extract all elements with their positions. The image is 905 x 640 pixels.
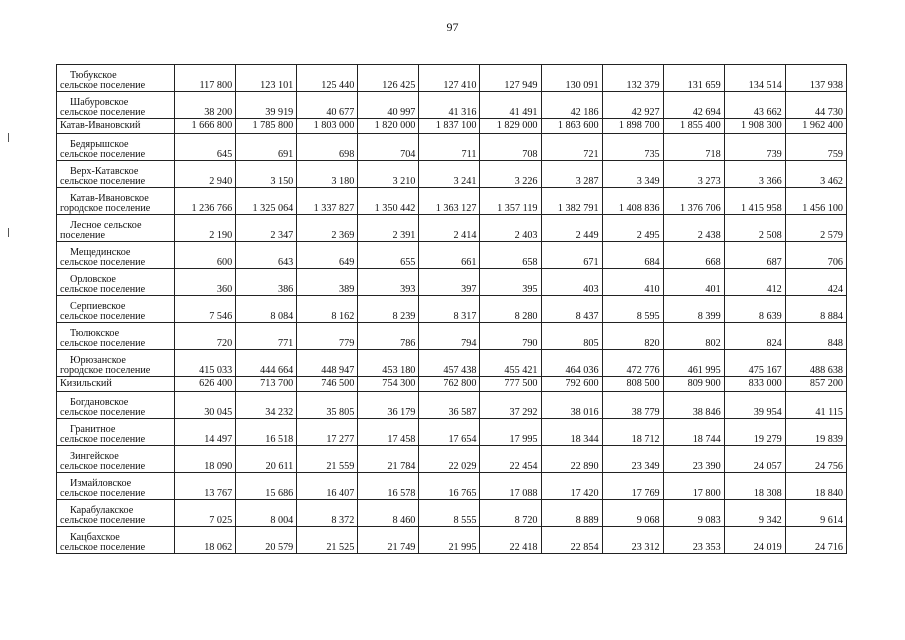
value-cell: 1 337 827 — [297, 188, 358, 215]
value-cell: 8 004 — [236, 500, 297, 527]
value-cell: 3 462 — [785, 161, 846, 188]
value-cell: 37 292 — [480, 392, 541, 419]
value-cell: 123 101 — [236, 65, 297, 92]
value-cell: 30 045 — [175, 392, 236, 419]
value-cell: 13 767 — [175, 473, 236, 500]
value-cell: 645 — [175, 134, 236, 161]
value-cell: 759 — [785, 134, 846, 161]
settlement-type: сельское поселение — [60, 311, 146, 322]
settlement-name: Шабуровское — [70, 97, 129, 108]
settlement-name-cell — [57, 134, 175, 161]
value-cell: 22 418 — [480, 527, 541, 554]
settlement-name: Серпиевское — [70, 301, 126, 312]
value-cell: 21 559 — [297, 446, 358, 473]
table-row — [57, 527, 847, 554]
value-cell: 684 — [602, 242, 663, 269]
value-cell: 1 820 000 — [358, 119, 419, 134]
value-cell: 8 884 — [785, 296, 846, 323]
value-cell: 8 437 — [541, 296, 602, 323]
value-cell: 41 115 — [785, 392, 846, 419]
district-name: Катав-Ивановский — [60, 120, 141, 131]
value-cell: 130 091 — [541, 65, 602, 92]
value-cell: 23 353 — [663, 527, 724, 554]
value-cell: 848 — [785, 323, 846, 350]
value-cell: 2 438 — [663, 215, 724, 242]
value-cell: 1 415 958 — [724, 188, 785, 215]
value-cell: 8 084 — [236, 296, 297, 323]
value-cell: 600 — [175, 242, 236, 269]
value-cell: 38 200 — [175, 92, 236, 119]
value-cell: 3 226 — [480, 161, 541, 188]
value-cell: 8 280 — [480, 296, 541, 323]
value-cell: 24 756 — [785, 446, 846, 473]
settlement-name: Лесное сельское — [70, 220, 142, 231]
value-cell: 9 342 — [724, 500, 785, 527]
value-cell: 2 391 — [358, 215, 419, 242]
value-cell: 809 900 — [663, 377, 724, 392]
value-cell: 34 232 — [236, 392, 297, 419]
value-cell: 386 — [236, 269, 297, 296]
value-cell: 39 919 — [236, 92, 297, 119]
value-cell: 857 200 — [785, 377, 846, 392]
value-cell: 125 440 — [297, 65, 358, 92]
value-cell: 1 376 706 — [663, 188, 724, 215]
value-cell: 3 210 — [358, 161, 419, 188]
value-cell: 1 666 800 — [175, 119, 236, 134]
value-cell: 8 162 — [297, 296, 358, 323]
value-cell: 802 — [663, 323, 724, 350]
settlement-name: Катав-Ивановское — [70, 193, 149, 204]
value-cell: 42 186 — [541, 92, 602, 119]
value-cell: 2 347 — [236, 215, 297, 242]
value-cell: 3 273 — [663, 161, 724, 188]
value-cell: 9 614 — [785, 500, 846, 527]
value-cell: 38 846 — [663, 392, 724, 419]
settlement-type: сельское поселение — [60, 80, 146, 91]
settlement-name-cell — [57, 296, 175, 323]
value-cell: 2 940 — [175, 161, 236, 188]
table-row — [57, 65, 847, 92]
value-cell: 389 — [297, 269, 358, 296]
value-cell: 23 349 — [602, 446, 663, 473]
value-cell: 16 518 — [236, 419, 297, 446]
value-cell: 18 712 — [602, 419, 663, 446]
value-cell: 1 456 100 — [785, 188, 846, 215]
value-cell: 720 — [175, 323, 236, 350]
value-cell: 117 800 — [175, 65, 236, 92]
settlement-type: сельское поселение — [60, 542, 146, 553]
settlement-name-cell — [57, 215, 175, 242]
value-cell: 8 372 — [297, 500, 358, 527]
value-cell: 42 927 — [602, 92, 663, 119]
value-cell: 8 639 — [724, 296, 785, 323]
value-cell: 18 090 — [175, 446, 236, 473]
settlement-type: сельское поселение — [60, 515, 146, 526]
settlement-name: Зингейское — [70, 451, 119, 462]
table-row — [57, 392, 847, 419]
value-cell: 14 497 — [175, 419, 236, 446]
value-cell: 17 654 — [419, 419, 480, 446]
value-cell: 655 — [358, 242, 419, 269]
settlement-name: Гранитное — [70, 424, 116, 435]
value-cell: 786 — [358, 323, 419, 350]
value-cell: 44 730 — [785, 92, 846, 119]
value-cell: 22 454 — [480, 446, 541, 473]
value-cell: 713 700 — [236, 377, 297, 392]
value-cell: 131 659 — [663, 65, 724, 92]
value-cell: 754 300 — [358, 377, 419, 392]
value-cell: 461 995 — [663, 350, 724, 377]
value-cell: 39 954 — [724, 392, 785, 419]
value-cell: 455 421 — [480, 350, 541, 377]
value-cell: 127 410 — [419, 65, 480, 92]
value-cell: 1 408 836 — [602, 188, 663, 215]
value-cell: 777 500 — [480, 377, 541, 392]
value-cell: 17 769 — [602, 473, 663, 500]
table-row — [57, 377, 847, 392]
value-cell: 808 500 — [602, 377, 663, 392]
table-row — [57, 419, 847, 446]
value-cell: 7 025 — [175, 500, 236, 527]
settlement-name-cell — [57, 65, 175, 92]
table-body — [57, 65, 847, 554]
value-cell: 3 180 — [297, 161, 358, 188]
value-cell: 16 407 — [297, 473, 358, 500]
value-cell: 20 579 — [236, 527, 297, 554]
value-cell: 17 088 — [480, 473, 541, 500]
value-cell: 2 190 — [175, 215, 236, 242]
value-cell: 397 — [419, 269, 480, 296]
value-cell: 403 — [541, 269, 602, 296]
settlement-name-cell — [57, 269, 175, 296]
value-cell: 21 525 — [297, 527, 358, 554]
value-cell: 21 749 — [358, 527, 419, 554]
value-cell: 132 379 — [602, 65, 663, 92]
value-cell: 17 995 — [480, 419, 541, 446]
value-cell: 1 855 400 — [663, 119, 724, 134]
settlement-name-cell — [57, 500, 175, 527]
settlement-name-cell — [57, 392, 175, 419]
value-cell: 472 776 — [602, 350, 663, 377]
value-cell: 22 854 — [541, 527, 602, 554]
value-cell: 824 — [724, 323, 785, 350]
value-cell: 21 784 — [358, 446, 419, 473]
value-cell: 1 350 442 — [358, 188, 419, 215]
value-cell: 2 449 — [541, 215, 602, 242]
settlement-type: сельское поселение — [60, 488, 146, 499]
table-row — [57, 161, 847, 188]
value-cell: 1 837 100 — [419, 119, 480, 134]
value-cell: 40 997 — [358, 92, 419, 119]
value-cell: 3 349 — [602, 161, 663, 188]
value-cell: 1 829 000 — [480, 119, 541, 134]
value-cell: 134 514 — [724, 65, 785, 92]
table-row — [57, 92, 847, 119]
district-name: Кизильский — [60, 378, 112, 389]
table-row — [57, 446, 847, 473]
value-cell: 3 150 — [236, 161, 297, 188]
value-cell: 7 546 — [175, 296, 236, 323]
value-cell: 17 420 — [541, 473, 602, 500]
value-cell: 1 357 119 — [480, 188, 541, 215]
value-cell: 649 — [297, 242, 358, 269]
value-cell: 698 — [297, 134, 358, 161]
settlement-type: сельское поселение — [60, 107, 146, 118]
value-cell: 137 938 — [785, 65, 846, 92]
value-cell: 18 308 — [724, 473, 785, 500]
value-cell: 1 325 064 — [236, 188, 297, 215]
table-row — [57, 500, 847, 527]
value-cell: 762 800 — [419, 377, 480, 392]
value-cell: 668 — [663, 242, 724, 269]
margin-mark — [8, 133, 9, 142]
population-table — [56, 64, 847, 554]
value-cell: 395 — [480, 269, 541, 296]
value-cell: 8 889 — [541, 500, 602, 527]
value-cell: 43 662 — [724, 92, 785, 119]
value-cell: 779 — [297, 323, 358, 350]
value-cell: 360 — [175, 269, 236, 296]
value-cell: 794 — [419, 323, 480, 350]
table-row — [57, 323, 847, 350]
value-cell: 1 236 766 — [175, 188, 236, 215]
value-cell: 22 890 — [541, 446, 602, 473]
settlement-type: городское поселение — [60, 203, 151, 214]
value-cell: 792 600 — [541, 377, 602, 392]
table-row — [57, 296, 847, 323]
value-cell: 735 — [602, 134, 663, 161]
table-row — [57, 188, 847, 215]
value-cell: 38 016 — [541, 392, 602, 419]
value-cell: 805 — [541, 323, 602, 350]
value-cell: 1 803 000 — [297, 119, 358, 134]
value-cell: 1 908 300 — [724, 119, 785, 134]
table-row — [57, 350, 847, 377]
value-cell: 9 068 — [602, 500, 663, 527]
value-cell: 771 — [236, 323, 297, 350]
value-cell: 20 611 — [236, 446, 297, 473]
value-cell: 24 716 — [785, 527, 846, 554]
value-cell: 3 366 — [724, 161, 785, 188]
settlement-name-cell — [57, 323, 175, 350]
value-cell: 661 — [419, 242, 480, 269]
value-cell: 412 — [724, 269, 785, 296]
settlement-type: сельское поселение — [60, 407, 146, 418]
settlement-name: Богдановское — [70, 397, 129, 408]
value-cell: 1 863 600 — [541, 119, 602, 134]
settlement-name: Бедярышское — [70, 139, 129, 150]
value-cell: 444 664 — [236, 350, 297, 377]
value-cell: 711 — [419, 134, 480, 161]
table-row — [57, 269, 847, 296]
value-cell: 36 587 — [419, 392, 480, 419]
settlement-name: Тюлюкское — [70, 328, 120, 339]
settlement-name-cell — [57, 473, 175, 500]
settlement-name-cell — [57, 419, 175, 446]
value-cell: 23 390 — [663, 446, 724, 473]
table-row — [57, 242, 847, 269]
settlement-name: Орловское — [70, 274, 116, 285]
value-cell: 1 363 127 — [419, 188, 480, 215]
value-cell: 410 — [602, 269, 663, 296]
value-cell: 18 344 — [541, 419, 602, 446]
settlement-type: сельское поселение — [60, 284, 146, 295]
value-cell: 16 578 — [358, 473, 419, 500]
value-cell: 393 — [358, 269, 419, 296]
settlement-type: сельское поселение — [60, 338, 146, 349]
value-cell: 41 491 — [480, 92, 541, 119]
value-cell: 746 500 — [297, 377, 358, 392]
value-cell: 2 508 — [724, 215, 785, 242]
value-cell: 3 287 — [541, 161, 602, 188]
value-cell: 17 277 — [297, 419, 358, 446]
value-cell: 8 239 — [358, 296, 419, 323]
value-cell: 453 180 — [358, 350, 419, 377]
value-cell: 704 — [358, 134, 419, 161]
settlement-name-cell — [57, 377, 175, 392]
settlement-name-cell — [57, 350, 175, 377]
settlement-name-cell — [57, 188, 175, 215]
value-cell: 8 460 — [358, 500, 419, 527]
table-row — [57, 473, 847, 500]
settlement-type: сельское поселение — [60, 149, 146, 160]
value-cell: 8 399 — [663, 296, 724, 323]
settlement-type: сельское поселение — [60, 176, 146, 187]
value-cell: 415 033 — [175, 350, 236, 377]
settlement-name: Верх-Катавское — [70, 166, 139, 177]
value-cell: 488 638 — [785, 350, 846, 377]
value-cell: 3 241 — [419, 161, 480, 188]
value-cell: 820 — [602, 323, 663, 350]
settlement-name: Измайловское — [70, 478, 132, 489]
settlement-name: Кацбахское — [70, 532, 120, 543]
value-cell: 790 — [480, 323, 541, 350]
value-cell: 41 316 — [419, 92, 480, 119]
value-cell: 21 995 — [419, 527, 480, 554]
value-cell: 127 949 — [480, 65, 541, 92]
value-cell: 691 — [236, 134, 297, 161]
settlement-name: Карабулакское — [70, 505, 134, 516]
margin-mark — [8, 228, 9, 237]
value-cell: 35 805 — [297, 392, 358, 419]
table-row — [57, 134, 847, 161]
value-cell: 2 369 — [297, 215, 358, 242]
value-cell: 24 019 — [724, 527, 785, 554]
value-cell: 19 279 — [724, 419, 785, 446]
value-cell: 22 029 — [419, 446, 480, 473]
settlement-name-cell — [57, 242, 175, 269]
value-cell: 24 057 — [724, 446, 785, 473]
value-cell: 475 167 — [724, 350, 785, 377]
value-cell: 18 840 — [785, 473, 846, 500]
value-cell: 17 458 — [358, 419, 419, 446]
value-cell: 706 — [785, 242, 846, 269]
settlement-type: поселение — [60, 230, 105, 241]
value-cell: 42 694 — [663, 92, 724, 119]
value-cell: 671 — [541, 242, 602, 269]
value-cell: 643 — [236, 242, 297, 269]
settlement-name-cell — [57, 527, 175, 554]
value-cell: 38 779 — [602, 392, 663, 419]
settlement-type: сельское поселение — [60, 257, 146, 268]
value-cell: 1 962 400 — [785, 119, 846, 134]
value-cell: 16 765 — [419, 473, 480, 500]
value-cell: 2 495 — [602, 215, 663, 242]
settlement-name-cell — [57, 161, 175, 188]
value-cell: 2 403 — [480, 215, 541, 242]
value-cell: 739 — [724, 134, 785, 161]
value-cell: 448 947 — [297, 350, 358, 377]
settlement-type: городское поселение — [60, 365, 151, 376]
value-cell: 708 — [480, 134, 541, 161]
value-cell: 1 382 791 — [541, 188, 602, 215]
value-cell: 18 744 — [663, 419, 724, 446]
value-cell: 8 555 — [419, 500, 480, 527]
value-cell: 833 000 — [724, 377, 785, 392]
value-cell: 23 312 — [602, 527, 663, 554]
value-cell: 721 — [541, 134, 602, 161]
value-cell: 19 839 — [785, 419, 846, 446]
value-cell: 687 — [724, 242, 785, 269]
value-cell: 8 317 — [419, 296, 480, 323]
value-cell: 1 785 800 — [236, 119, 297, 134]
value-cell: 18 062 — [175, 527, 236, 554]
settlement-name-cell — [57, 119, 175, 134]
value-cell: 9 083 — [663, 500, 724, 527]
value-cell: 40 677 — [297, 92, 358, 119]
value-cell: 626 400 — [175, 377, 236, 392]
settlement-name-cell — [57, 446, 175, 473]
settlement-name: Тюбукское — [70, 70, 117, 81]
value-cell: 457 438 — [419, 350, 480, 377]
settlement-type: сельское поселение — [60, 434, 146, 445]
value-cell: 1 898 700 — [602, 119, 663, 134]
value-cell: 401 — [663, 269, 724, 296]
value-cell: 126 425 — [358, 65, 419, 92]
table-row — [57, 119, 847, 134]
settlement-name: Юрюзанское — [70, 355, 126, 366]
settlement-name-cell — [57, 92, 175, 119]
value-cell: 464 036 — [541, 350, 602, 377]
value-cell: 15 686 — [236, 473, 297, 500]
value-cell: 17 800 — [663, 473, 724, 500]
settlement-type: сельское поселение — [60, 461, 146, 472]
value-cell: 2 579 — [785, 215, 846, 242]
table-row — [57, 215, 847, 242]
value-cell: 8 720 — [480, 500, 541, 527]
value-cell: 658 — [480, 242, 541, 269]
value-cell: 424 — [785, 269, 846, 296]
value-cell: 8 595 — [602, 296, 663, 323]
value-cell: 718 — [663, 134, 724, 161]
value-cell: 36 179 — [358, 392, 419, 419]
page-number: 97 — [446, 20, 459, 34]
value-cell: 2 414 — [419, 215, 480, 242]
settlement-name: Мещединское — [70, 247, 131, 258]
